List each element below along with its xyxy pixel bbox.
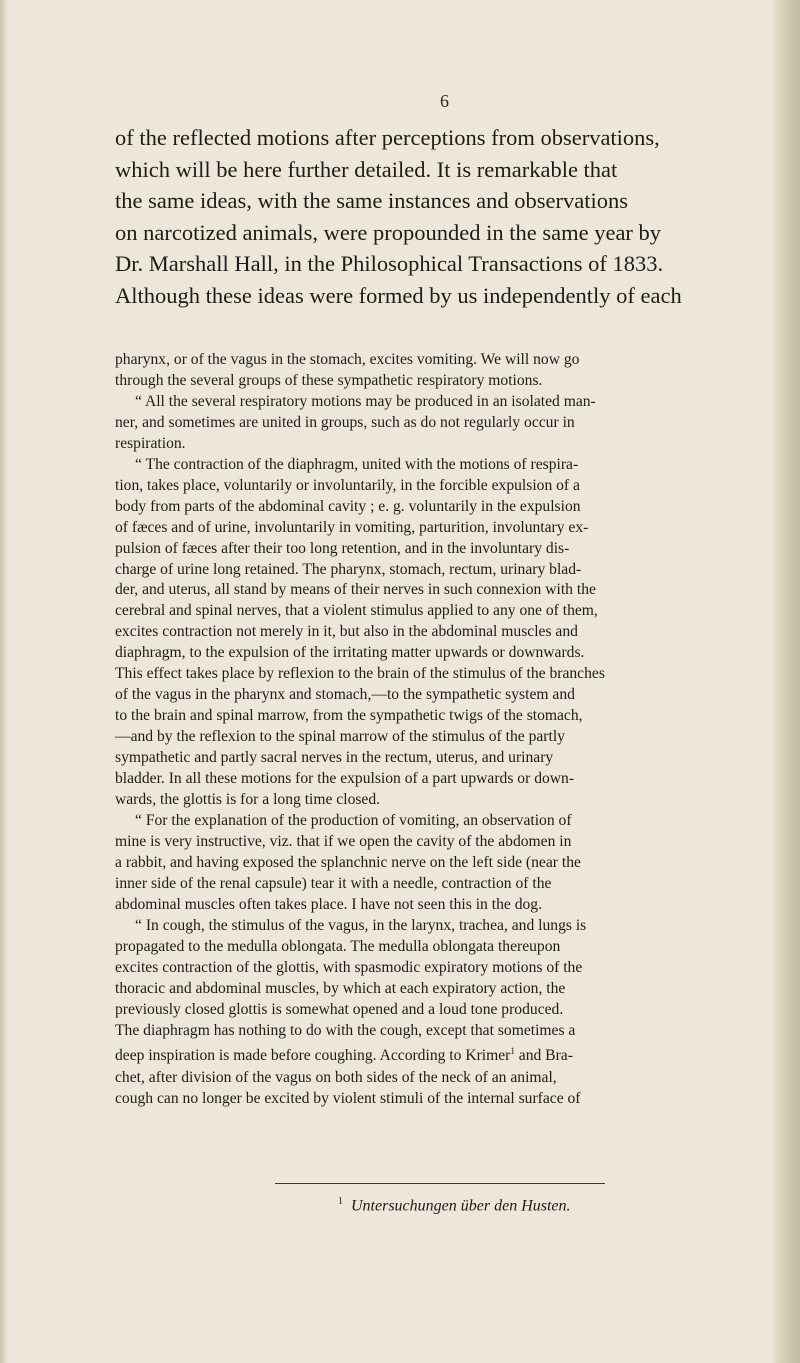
quote-line: “ In cough, the stimulus of the vagus, in the larynx, trachea, and lungs is xyxy=(135,916,587,934)
quote-line-suffix: and Bra- xyxy=(514,1047,573,1065)
quote-line: cerebral and spinal nerves, that a violent stimulus applied to any one of them, xyxy=(115,602,598,620)
quote-line: a rabbit, and having exposed the splanchnic nerve on the left side (near the xyxy=(115,853,581,871)
quote-line: through the several groups of these sympathetic respiratory motions. xyxy=(115,371,543,389)
main-paragraph xyxy=(115,122,753,312)
footnote-title: Untersuchungen über den Husten. xyxy=(351,1197,571,1215)
quote-line: This effect takes place by reflexion to the brain of the stimulus of the branches xyxy=(115,665,605,683)
quote-line: previously closed glottis is somewhat opened and a loud tone produced. xyxy=(115,1000,564,1018)
page-right-edge xyxy=(770,0,800,1363)
quote-line: charge of urine long retained. The pharynx, stomach, rectum, urinary blad- xyxy=(115,560,582,578)
quote-line: diaphragm, to the expulsion of the irritating matter upwards or downwards. xyxy=(115,644,585,662)
quote-line: ner, and sometimes are united in groups, such as do not regularly occur in xyxy=(115,413,575,431)
quote-line: body from parts of the abdominal cavity ; e. g. voluntarily in the expulsion xyxy=(115,497,581,515)
footnote-divider xyxy=(275,1183,605,1184)
quote-line-with-footnote-ref xyxy=(115,1041,753,1067)
quote-line: pharynx, or of the vagus in the stomach, excites vomiting. We will now go xyxy=(115,351,580,368)
quote-line: excites contraction of the glottis, with spasmodic expiratory motions of the xyxy=(115,958,583,976)
quote-line: tion, takes place, voluntarily or involuntarily, in the forcible expulsion of a xyxy=(115,476,580,494)
quote-line: bladder. In all these motions for the expulsion of a part upwards or down- xyxy=(115,770,575,788)
quoted-passage xyxy=(115,350,753,1110)
quote-line: inner side of the renal capsule) tear it with a needle, contraction of the xyxy=(115,874,552,892)
quote-line: abdominal muscles often takes place. I have not seen this in the dog. xyxy=(115,895,542,913)
quote-line: to the brain and spinal marrow, from the sympathetic twigs of the stomach, xyxy=(115,707,583,725)
quote-line: excites contraction not merely in it, but also in the abdominal muscles and xyxy=(115,623,578,641)
quote-line: chet, after division of the vagus on both sides of the neck of an animal, xyxy=(115,1068,557,1086)
main-line: on narcotized animals, were propounded in the same year by xyxy=(115,219,662,245)
quote-line: —and by the reflexion to the spinal marrow of the stimulus of the partly xyxy=(115,728,565,746)
footnote-reference: 1 xyxy=(510,1046,515,1057)
footnote-mark: 1 xyxy=(338,1196,343,1207)
quote-line: sympathetic and partly sacral nerves in the rectum, uterus, and urinary xyxy=(115,749,554,767)
quote-line: mine is very instructive, viz. that if we open the cavity of the abdomen in xyxy=(115,832,572,850)
quote-line: thoracic and abdominal muscles, by which at each expiratory action, the xyxy=(115,979,566,997)
quote-line: “ All the several respiratory motions may be produced in an isolated man- xyxy=(135,392,596,410)
page-number: 6 xyxy=(440,91,449,111)
main-line: the same ideas, with the same instances and observations xyxy=(115,188,628,214)
footnote xyxy=(338,1196,571,1215)
quote-line: of the vagus in the pharynx and stomach,—to the sympathetic system and xyxy=(115,686,575,704)
quote-line: of fæces and of urine, involuntarily in vomiting, parturition, involuntary ex- xyxy=(115,518,589,536)
quote-line-text: deep inspiration is made before coughing. According to Krimer xyxy=(115,1047,511,1065)
main-line: of the reflected motions after perceptions from observations, xyxy=(115,125,660,150)
main-line: Dr. Marshall Hall, in the Philosophical Transactions of 1833. xyxy=(115,251,664,277)
quote-line: The diaphragm has nothing to do with the cough, except that sometimes a xyxy=(115,1021,576,1039)
page-left-edge xyxy=(0,0,8,1363)
quote-line: wards, the glottis is for a long time closed. xyxy=(115,791,381,809)
main-line: which will be here further detailed. It is remarkable that xyxy=(115,156,618,182)
quote-line: propagated to the medulla oblongata. The medulla oblongata thereupon xyxy=(115,937,561,955)
quote-line: der, and uterus, all stand by means of their nerves in such connexion with the xyxy=(115,581,596,599)
quote-line: pulsion of fæces after their too long retention, and in the involuntary dis- xyxy=(115,539,570,557)
main-line: Although these ideas were formed by us independently of each xyxy=(115,282,682,308)
quote-line: “ The contraction of the diaphragm, united with the motions of respira- xyxy=(135,455,579,473)
quote-line: cough can no longer be excited by violent stimuli of the internal surface of xyxy=(115,1089,581,1107)
quote-line: respiration. xyxy=(115,434,186,452)
quote-line: “ For the explanation of the production of vomiting, an observation of xyxy=(135,811,572,829)
